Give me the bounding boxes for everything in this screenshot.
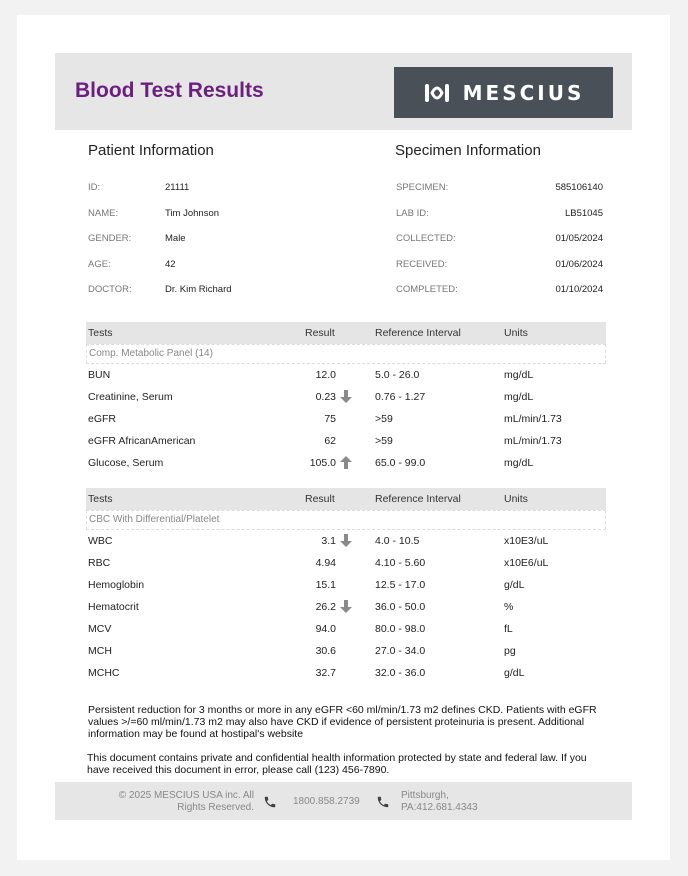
test-result: 94.0 — [315, 623, 336, 635]
test-name: MCV — [88, 623, 112, 635]
test-result: 62 — [324, 435, 336, 447]
col-result: Result — [305, 327, 335, 339]
table-row — [86, 640, 606, 662]
completed-value: 01/10/2024 — [555, 284, 603, 295]
panel-name: Comp. Metabolic Panel (14) — [89, 348, 213, 359]
panel-group-label — [86, 510, 606, 530]
test-units: % — [504, 601, 514, 613]
test-units: fL — [504, 623, 513, 635]
test-name: Hematocrit — [88, 601, 139, 613]
col-reference: Reference Interval — [375, 327, 461, 339]
lab-id-value: LB51045 — [564, 208, 603, 219]
test-result: 4.94 — [315, 557, 336, 569]
test-result: 15.1 — [315, 579, 336, 591]
report-footer — [55, 782, 632, 820]
patient-name-label: NAME: — [88, 208, 119, 219]
table-row — [86, 618, 606, 640]
copyright — [119, 790, 254, 814]
test-units: mL/min/1.73 — [504, 413, 562, 425]
table-row — [86, 408, 606, 430]
test-reference: 12.5 - 17.0 — [375, 579, 426, 591]
patient-name-value: Tim Johnson — [165, 208, 220, 219]
table-header — [86, 322, 606, 344]
test-reference: 4.10 - 5.60 — [375, 557, 426, 569]
test-name: eGFR — [88, 413, 117, 425]
phone-icon — [376, 795, 390, 809]
test-reference: 32.0 - 36.0 — [375, 667, 426, 679]
test-result: 26.2 — [315, 601, 336, 613]
metabolic-panel-table — [86, 322, 606, 474]
specimen-id-value: 585106140 — [555, 182, 603, 193]
test-result: 32.7 — [315, 667, 336, 679]
logo-text: MESCIUS — [462, 80, 585, 105]
collected-value: 01/05/2024 — [555, 233, 603, 244]
copyright-line2: Rights Reserved. — [177, 802, 254, 813]
location — [401, 790, 478, 814]
panel-group-label — [86, 344, 606, 364]
test-name: eGFR AfricanAmerican — [88, 435, 196, 447]
table-row — [86, 364, 606, 386]
specimen-section-title: Specimen Information — [395, 142, 541, 159]
collected-label: COLLECTED: — [396, 233, 456, 244]
table-header — [86, 488, 606, 510]
patient-id-value: 21111 — [165, 182, 190, 193]
table-row — [86, 430, 606, 452]
patient-age-value: 42 — [165, 259, 176, 270]
test-result: 0.23 — [315, 391, 336, 403]
patient-age-label: AGE: — [88, 259, 111, 270]
test-reference: 80.0 - 98.0 — [375, 623, 426, 635]
test-reference: 65.0 - 99.0 — [375, 457, 426, 469]
test-name: Hemoglobin — [88, 579, 145, 591]
col-units: Units — [504, 493, 528, 505]
test-units: x10E6/uL — [504, 557, 549, 569]
patient-gender-label: GENDER: — [88, 233, 132, 244]
col-units: Units — [504, 327, 528, 339]
table-row — [86, 530, 606, 552]
test-name: BUN — [88, 369, 111, 381]
patient-doctor-value: Dr. Kim Richard — [165, 284, 232, 295]
test-reference: 5.0 - 26.0 — [375, 369, 420, 381]
col-tests: Tests — [88, 327, 113, 339]
patient-section-title: Patient Information — [88, 142, 214, 159]
test-units: mg/dL — [504, 369, 534, 381]
test-result: 12.0 — [315, 369, 336, 381]
test-name: MCHC — [88, 667, 120, 679]
test-units: x10E3/uL — [504, 535, 549, 547]
test-name: MCH — [88, 645, 112, 657]
test-reference: 4.0 - 10.5 — [375, 535, 420, 547]
test-units: mg/dL — [504, 391, 534, 403]
completed-label: COMPLETED: — [396, 284, 458, 295]
test-name: RBC — [88, 557, 111, 569]
report-header — [55, 53, 632, 130]
copyright-line1: © 2025 MESCIUS USA inc. All — [118, 790, 254, 801]
test-name: Glucose, Serum — [88, 457, 164, 469]
test-name: Creatinine, Serum — [88, 391, 173, 403]
table-row — [86, 452, 606, 474]
patient-doctor-label: DOCTOR: — [88, 284, 132, 295]
arrow-down-icon — [340, 600, 352, 613]
table-row — [86, 386, 606, 408]
received-value: 01/06/2024 — [555, 259, 603, 270]
test-result: 75 — [324, 413, 336, 425]
cbc-panel-table — [86, 488, 606, 684]
egfr-note: Persistent reduction for 3 months or more in any eGFR <60 ml/min/1.73 m2 defines CKD. Patients with eGFR values >/=60 ml/min/1.73 m2 may also have CKD if evidence of persistent proteinuria is present. Additional information may be found at hostipal's website — [88, 704, 597, 740]
test-units: g/dL — [504, 667, 525, 679]
patient-id-label: ID: — [88, 182, 101, 193]
logo-mark-icon — [423, 80, 451, 106]
report-title: Blood Test Results — [75, 79, 264, 102]
test-reference: >59 — [375, 435, 393, 447]
panel-name: CBC With Differential/Platelet — [89, 514, 220, 525]
test-reference: 27.0 - 34.0 — [375, 645, 426, 657]
confidentiality-note: This document contains private and confidential health information protected by state and federal law. If you have received this document in error, please call (123) 456-7890. — [87, 752, 587, 776]
test-result: 30.6 — [315, 645, 336, 657]
phone-icon — [263, 795, 277, 809]
arrow-down-icon — [340, 390, 352, 403]
table-row — [86, 662, 606, 684]
table-row — [86, 574, 606, 596]
test-units: mg/dL — [504, 457, 534, 469]
col-tests: Tests — [88, 493, 113, 505]
report-page — [17, 15, 670, 860]
arrow-down-icon — [340, 534, 352, 547]
test-reference: 36.0 - 50.0 — [375, 601, 426, 613]
test-units: mL/min/1.73 — [504, 435, 562, 447]
specimen-id-label: SPECIMEN: — [396, 182, 449, 193]
location-line1: Pittsburgh, — [401, 790, 449, 801]
col-result: Result — [305, 493, 335, 505]
table-row — [86, 552, 606, 574]
location-line2: PA:412.681.4343 — [401, 802, 478, 813]
test-reference: 0.76 - 1.27 — [375, 391, 426, 403]
received-label: RECEIVED: — [396, 259, 448, 270]
test-result: 105.0 — [309, 457, 336, 469]
test-name: WBC — [88, 535, 113, 547]
patient-gender-value: Male — [165, 233, 186, 244]
test-units: pg — [504, 645, 516, 657]
col-reference: Reference Interval — [375, 493, 461, 505]
company-logo — [394, 67, 613, 118]
test-result: 3.1 — [321, 535, 336, 547]
test-units: g/dL — [504, 579, 525, 591]
lab-id-label: LAB ID: — [396, 208, 429, 219]
table-row — [86, 596, 606, 618]
arrow-up-icon — [340, 456, 352, 469]
test-reference: >59 — [375, 413, 393, 425]
phone-number: 1800.858.2739 — [293, 796, 360, 807]
